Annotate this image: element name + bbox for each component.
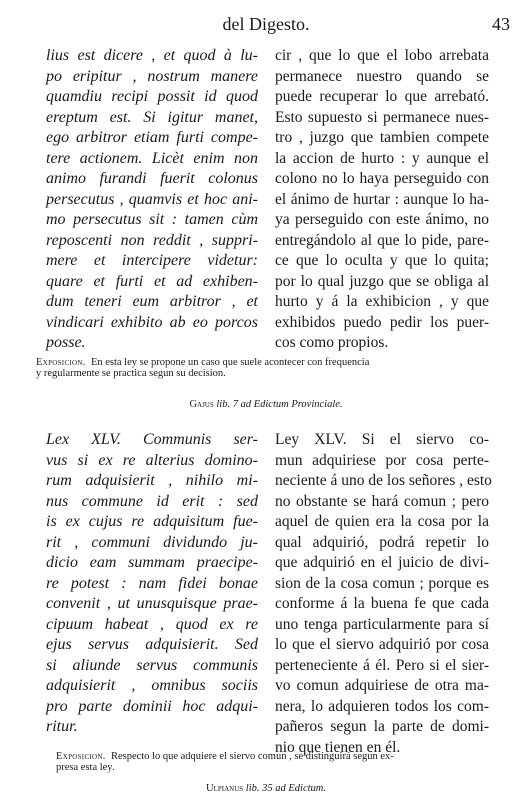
- latin-text-line: tere actionem. Licèt enim non: [46, 149, 258, 167]
- spanish-text-line: por lo qual juzgo que se obliga al: [275, 272, 489, 290]
- spanish-text-line: cos como propios.: [275, 334, 389, 351]
- running-title: del Digesto.: [222, 14, 310, 34]
- spanish-text-line: Ley XLV. Si el siervo co-: [275, 431, 489, 448]
- exposicion-1: [36, 357, 506, 379]
- page-number: 43: [492, 14, 510, 34]
- latin-text-line: rit , communi dividundo ju-: [46, 533, 258, 551]
- latin-text-line: Lex XLV. Communis ser-: [46, 431, 258, 448]
- latin-text-line: nus commune id erit : sed: [46, 492, 258, 510]
- spanish-text-line: qual adquirió, podrá repetir lo: [275, 533, 489, 551]
- spanish-text-line: nera, lo adquieren todos los com-: [275, 697, 489, 715]
- latin-text-line: dicio eam summam praecipe-: [46, 554, 258, 571]
- source-reference: lib. 7 ad Edictum Provinciale.: [216, 399, 343, 410]
- spanish-text-line: permanece nuestro quando se: [275, 67, 489, 85]
- source-citation-1: [0, 399, 532, 410]
- latin-text-line: ego arbitror etiam furti compe-: [46, 129, 258, 146]
- latin-text-line: lius est dicere , et quod à lu-: [46, 47, 258, 64]
- latin-column-2: [46, 430, 258, 738]
- spanish-text-line: mun adquiriese por cosa perte-: [275, 451, 489, 469]
- latin-text-line: quamdiu recipi possit id quod: [46, 88, 258, 105]
- latin-text-line: cipuum habeat , quod ex re: [46, 615, 258, 633]
- source-reference: lib. 35 ad Edictum.: [245, 783, 326, 794]
- spanish-text-line: hurto y á la exhibicion , y que: [275, 293, 489, 310]
- spanish-text-line: sion de la cosa comun ; porque es: [275, 574, 489, 592]
- source-citation-2: [0, 783, 532, 794]
- latin-text-line: ereptum est. Si igitur manet,: [46, 108, 258, 126]
- exposicion-2: [56, 751, 516, 773]
- latin-text-line: ejus servus adquisierit. Sed: [46, 636, 258, 653]
- spanish-text-line: el ánimo de hurtar : aunque lo ha-: [275, 190, 489, 208]
- running-header: [0, 12, 532, 36]
- spanish-text-line: colono no lo haya perseguido con: [275, 170, 489, 187]
- spanish-text-line: conforme á la buena fe que cada: [275, 595, 489, 612]
- latin-text-line: adquisierit , omnibus sociis: [46, 677, 258, 694]
- spanish-text-line: la accion de hurto : y aunque el: [275, 149, 489, 167]
- spanish-text-line: no obstante se hará comun ; pero: [275, 492, 489, 510]
- latin-text-line: quare et furti et ad exhiben-: [46, 272, 258, 290]
- spanish-text-line: tro , juzgo que tambien compete: [275, 129, 489, 146]
- latin-text-line: is ex cujus re adquisitum fue-: [46, 513, 258, 530]
- latin-text-line: reposcenti non reddit , suppri-: [46, 231, 258, 249]
- spanish-column-2: [275, 430, 492, 758]
- latin-text-line: persecutus , quamvis et hoc ani-: [46, 190, 258, 208]
- source-author: Gajus: [189, 399, 214, 410]
- latin-text-line: vindicari exhibito ab eo porcos: [46, 313, 258, 331]
- spanish-text-line: ya perseguido con este ánimo, no: [275, 211, 489, 228]
- spanish-text-line: neciente á uno de los señores , esto: [275, 472, 492, 489]
- spanish-text-line: nio que tienen en él.: [275, 738, 401, 756]
- latin-text-line: dum teneri eum arbitror , et: [46, 293, 258, 310]
- spanish-text-line: uno tenga particularmente para sí: [275, 615, 489, 633]
- exposicion-text: En esta ley se propone un caso que suele acontecer con frequencia: [90, 357, 370, 368]
- spanish-text-line: entregándolo al que lo pide, pare-: [275, 231, 489, 249]
- spanish-text-line: Esto supuesto si permanece nues-: [275, 108, 489, 126]
- latin-column-1: [46, 46, 258, 354]
- latin-text-line: animo furandi fuerit colonus: [46, 170, 258, 187]
- spanish-text-line: lo que el siervo adquirió por cosa: [275, 636, 489, 653]
- spanish-text-line: que adquirió en el juicio de divi-: [275, 554, 489, 571]
- exposicion-text: Respecto lo que adquiere el siervo comun , se distinguirá segun ex-: [110, 751, 394, 762]
- spanish-text-line: cir , que lo que el lobo arrebata: [275, 47, 489, 64]
- latin-text-line: convenit , ut unusquisque prae-: [46, 595, 258, 612]
- spanish-text-line: puede recuperar lo que arrebató.: [275, 88, 489, 105]
- spanish-text-line: pañeros segun la parte de domi-: [275, 718, 489, 735]
- latin-text-line: posse.: [46, 334, 86, 351]
- source-author: Ulpianus: [206, 783, 244, 794]
- spanish-text-line: ce que lo oculta y que lo quita;: [275, 252, 489, 269]
- exposicion-label: Exposicion.: [36, 357, 86, 368]
- spanish-column-1: [275, 46, 489, 354]
- latin-text-line: ritur.: [46, 718, 78, 735]
- latin-text-line: mere et intercipere videtur:: [46, 252, 258, 269]
- latin-text-line: po eripitur , nostrum manere: [46, 67, 258, 85]
- spanish-text-line: aquel de quien era la cosa por la: [275, 513, 489, 530]
- latin-text-line: si aliunde servus communis: [46, 656, 258, 674]
- spanish-text-line: exhibidos puedo pedir los puer-: [275, 313, 489, 331]
- latin-text-line: re potest : nam fidei bonae: [46, 574, 258, 592]
- latin-text-line: rum adquisierit , nihilo mi-: [46, 472, 258, 489]
- spanish-text-line: perteneciente á él. Pero si el sier-: [275, 656, 489, 674]
- exposicion-label: Exposicion.: [56, 751, 106, 762]
- exposicion-text-cont: y regularmente se practica segun su decision.: [36, 368, 226, 379]
- latin-text-line: pro parte dominii hoc adqui-: [46, 697, 258, 715]
- spanish-text-line: vo comun adquiriese de otra ma-: [275, 677, 489, 694]
- exposicion-text-cont: presa esta ley.: [56, 762, 115, 773]
- latin-text-line: mo persecutus sit : tamen cùm: [46, 211, 258, 228]
- latin-text-line: vus si ex re alterius domino-: [46, 451, 258, 469]
